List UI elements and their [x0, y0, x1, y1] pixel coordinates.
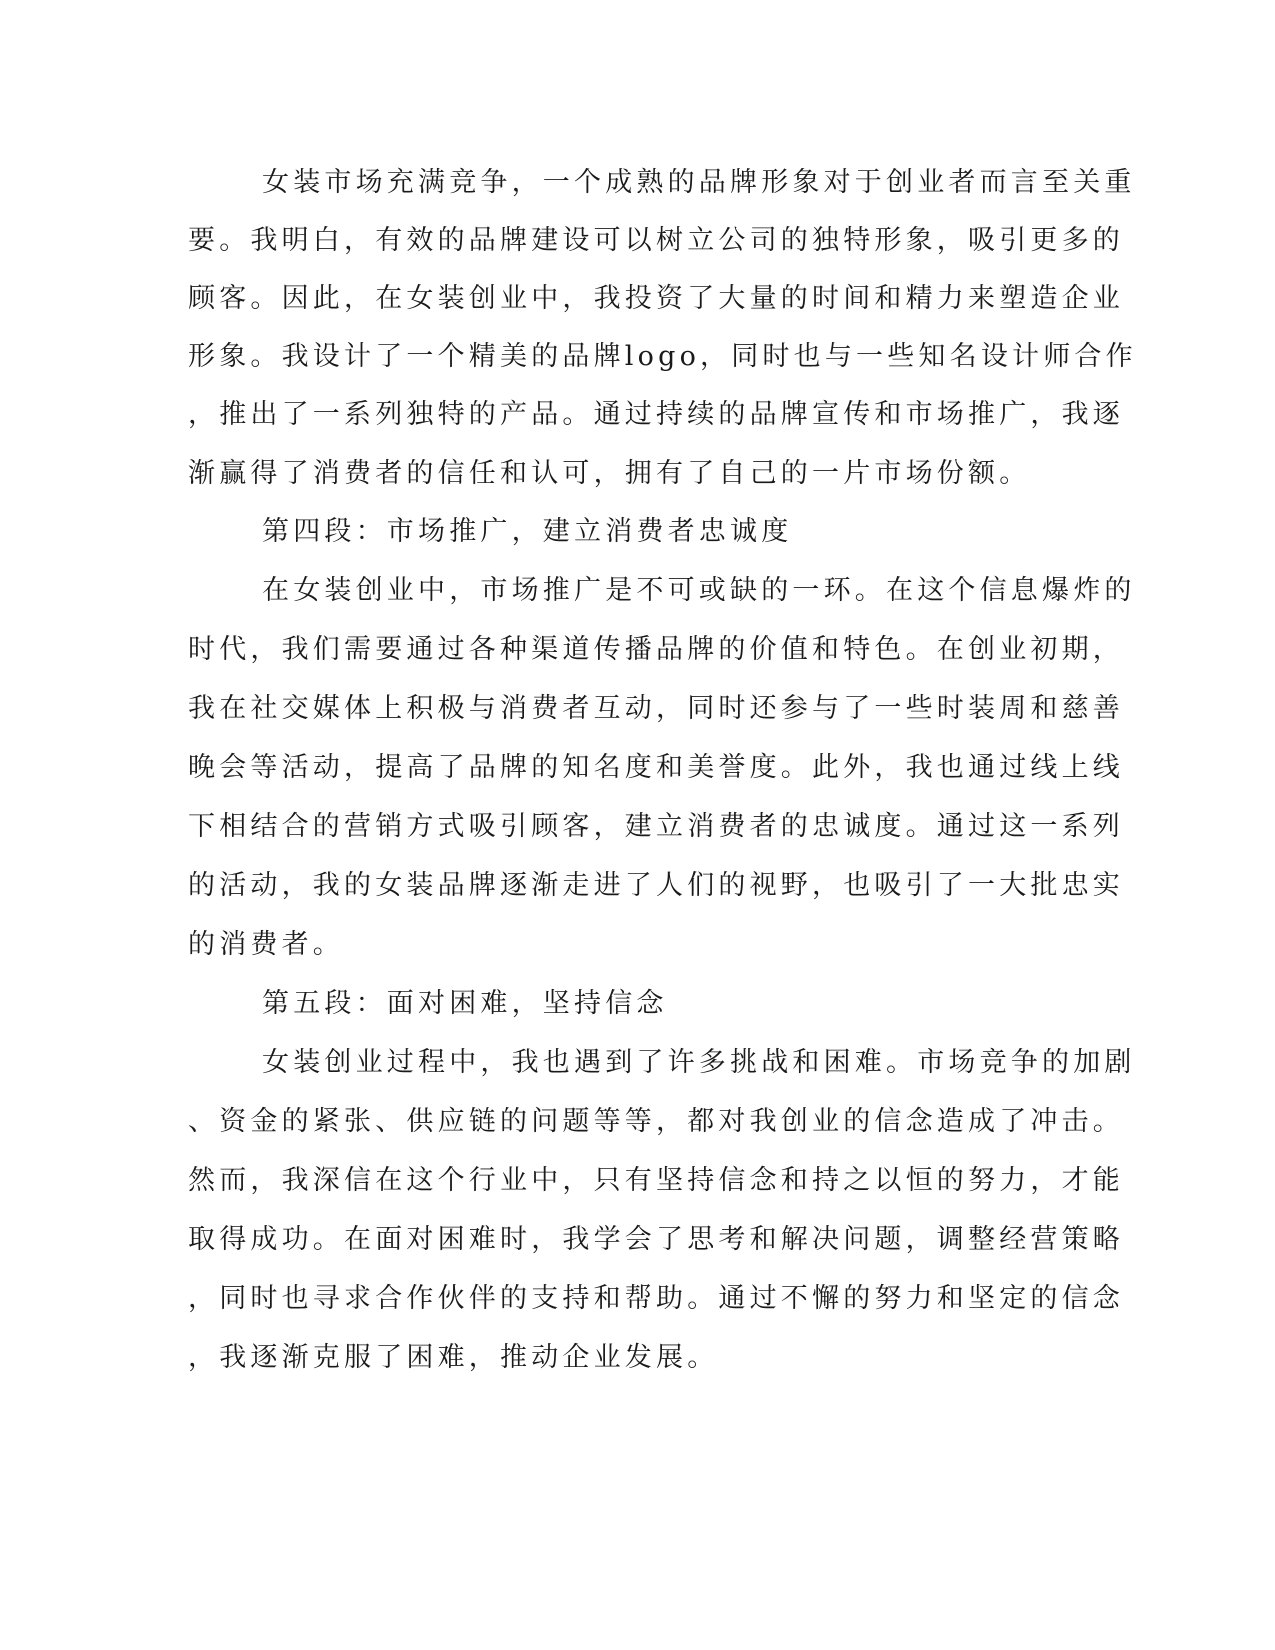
- paragraph-line: ，推出了一系列独特的产品。通过持续的品牌宣传和市场推广，我逐: [188, 399, 1124, 430]
- paragraph-line: 在女装创业中，市场推广是不可或缺的一环。在这个信息爆炸的: [262, 575, 1136, 606]
- paragraph-line: 的活动，我的女装品牌逐渐走进了人们的视野，也吸引了一大批忠实: [188, 870, 1124, 901]
- paragraph-line: 形象。我设计了一个精美的品牌logo，同时也与一些知名设计师合作: [188, 341, 1137, 372]
- paragraph-line: 我在社交媒体上积极与消费者互动，同时还参与了一些时装周和慈善: [188, 693, 1124, 724]
- paragraph-line: 女装市场充满竞争，一个成熟的品牌形象对于创业者而言至关重: [262, 167, 1136, 198]
- paragraph-line: ，同时也寻求合作伙伴的支持和帮助。通过不懈的努力和坚定的信念: [188, 1283, 1124, 1314]
- paragraph-line: 时代，我们需要通过各种渠道传播品牌的价值和特色。在创业初期，: [188, 634, 1124, 665]
- paragraph-line: 的消费者。: [188, 929, 344, 960]
- paragraph-line: 要。我明白，有效的品牌建设可以树立公司的独特形象，吸引更多的: [188, 225, 1124, 256]
- paragraph-line: ，我逐渐克服了困难，推动企业发展。: [188, 1342, 719, 1373]
- paragraph-line: 然而，我深信在这个行业中，只有坚持信念和持之以恒的努力，才能: [188, 1165, 1124, 1196]
- paragraph-line: 顾客。因此，在女装创业中，我投资了大量的时间和精力来塑造企业: [188, 283, 1124, 314]
- paragraph-line: 下相结合的营销方式吸引顾客，建立消费者的忠诚度。通过这一系列: [188, 811, 1124, 842]
- paragraph-line: 女装创业过程中，我也遇到了许多挑战和困难。市场竞争的加剧: [262, 1047, 1136, 1078]
- paragraph-line: 渐赢得了消费者的信任和认可，拥有了自己的一片市场份额。: [188, 458, 1031, 489]
- paragraph-line: 、资金的紧张、供应链的问题等等，都对我创业的信念造成了冲击。: [188, 1106, 1124, 1137]
- paragraph-line: 取得成功。在面对困难时，我学会了思考和解决问题，调整经营策略: [188, 1224, 1124, 1255]
- section-heading: 第五段：面对困难，坚持信念: [262, 988, 668, 1019]
- section-heading: 第四段：市场推广，建立消费者忠诚度: [262, 516, 793, 547]
- paragraph-line: 晚会等活动，提高了品牌的知名度和美誉度。此外，我也通过线上线: [188, 752, 1124, 783]
